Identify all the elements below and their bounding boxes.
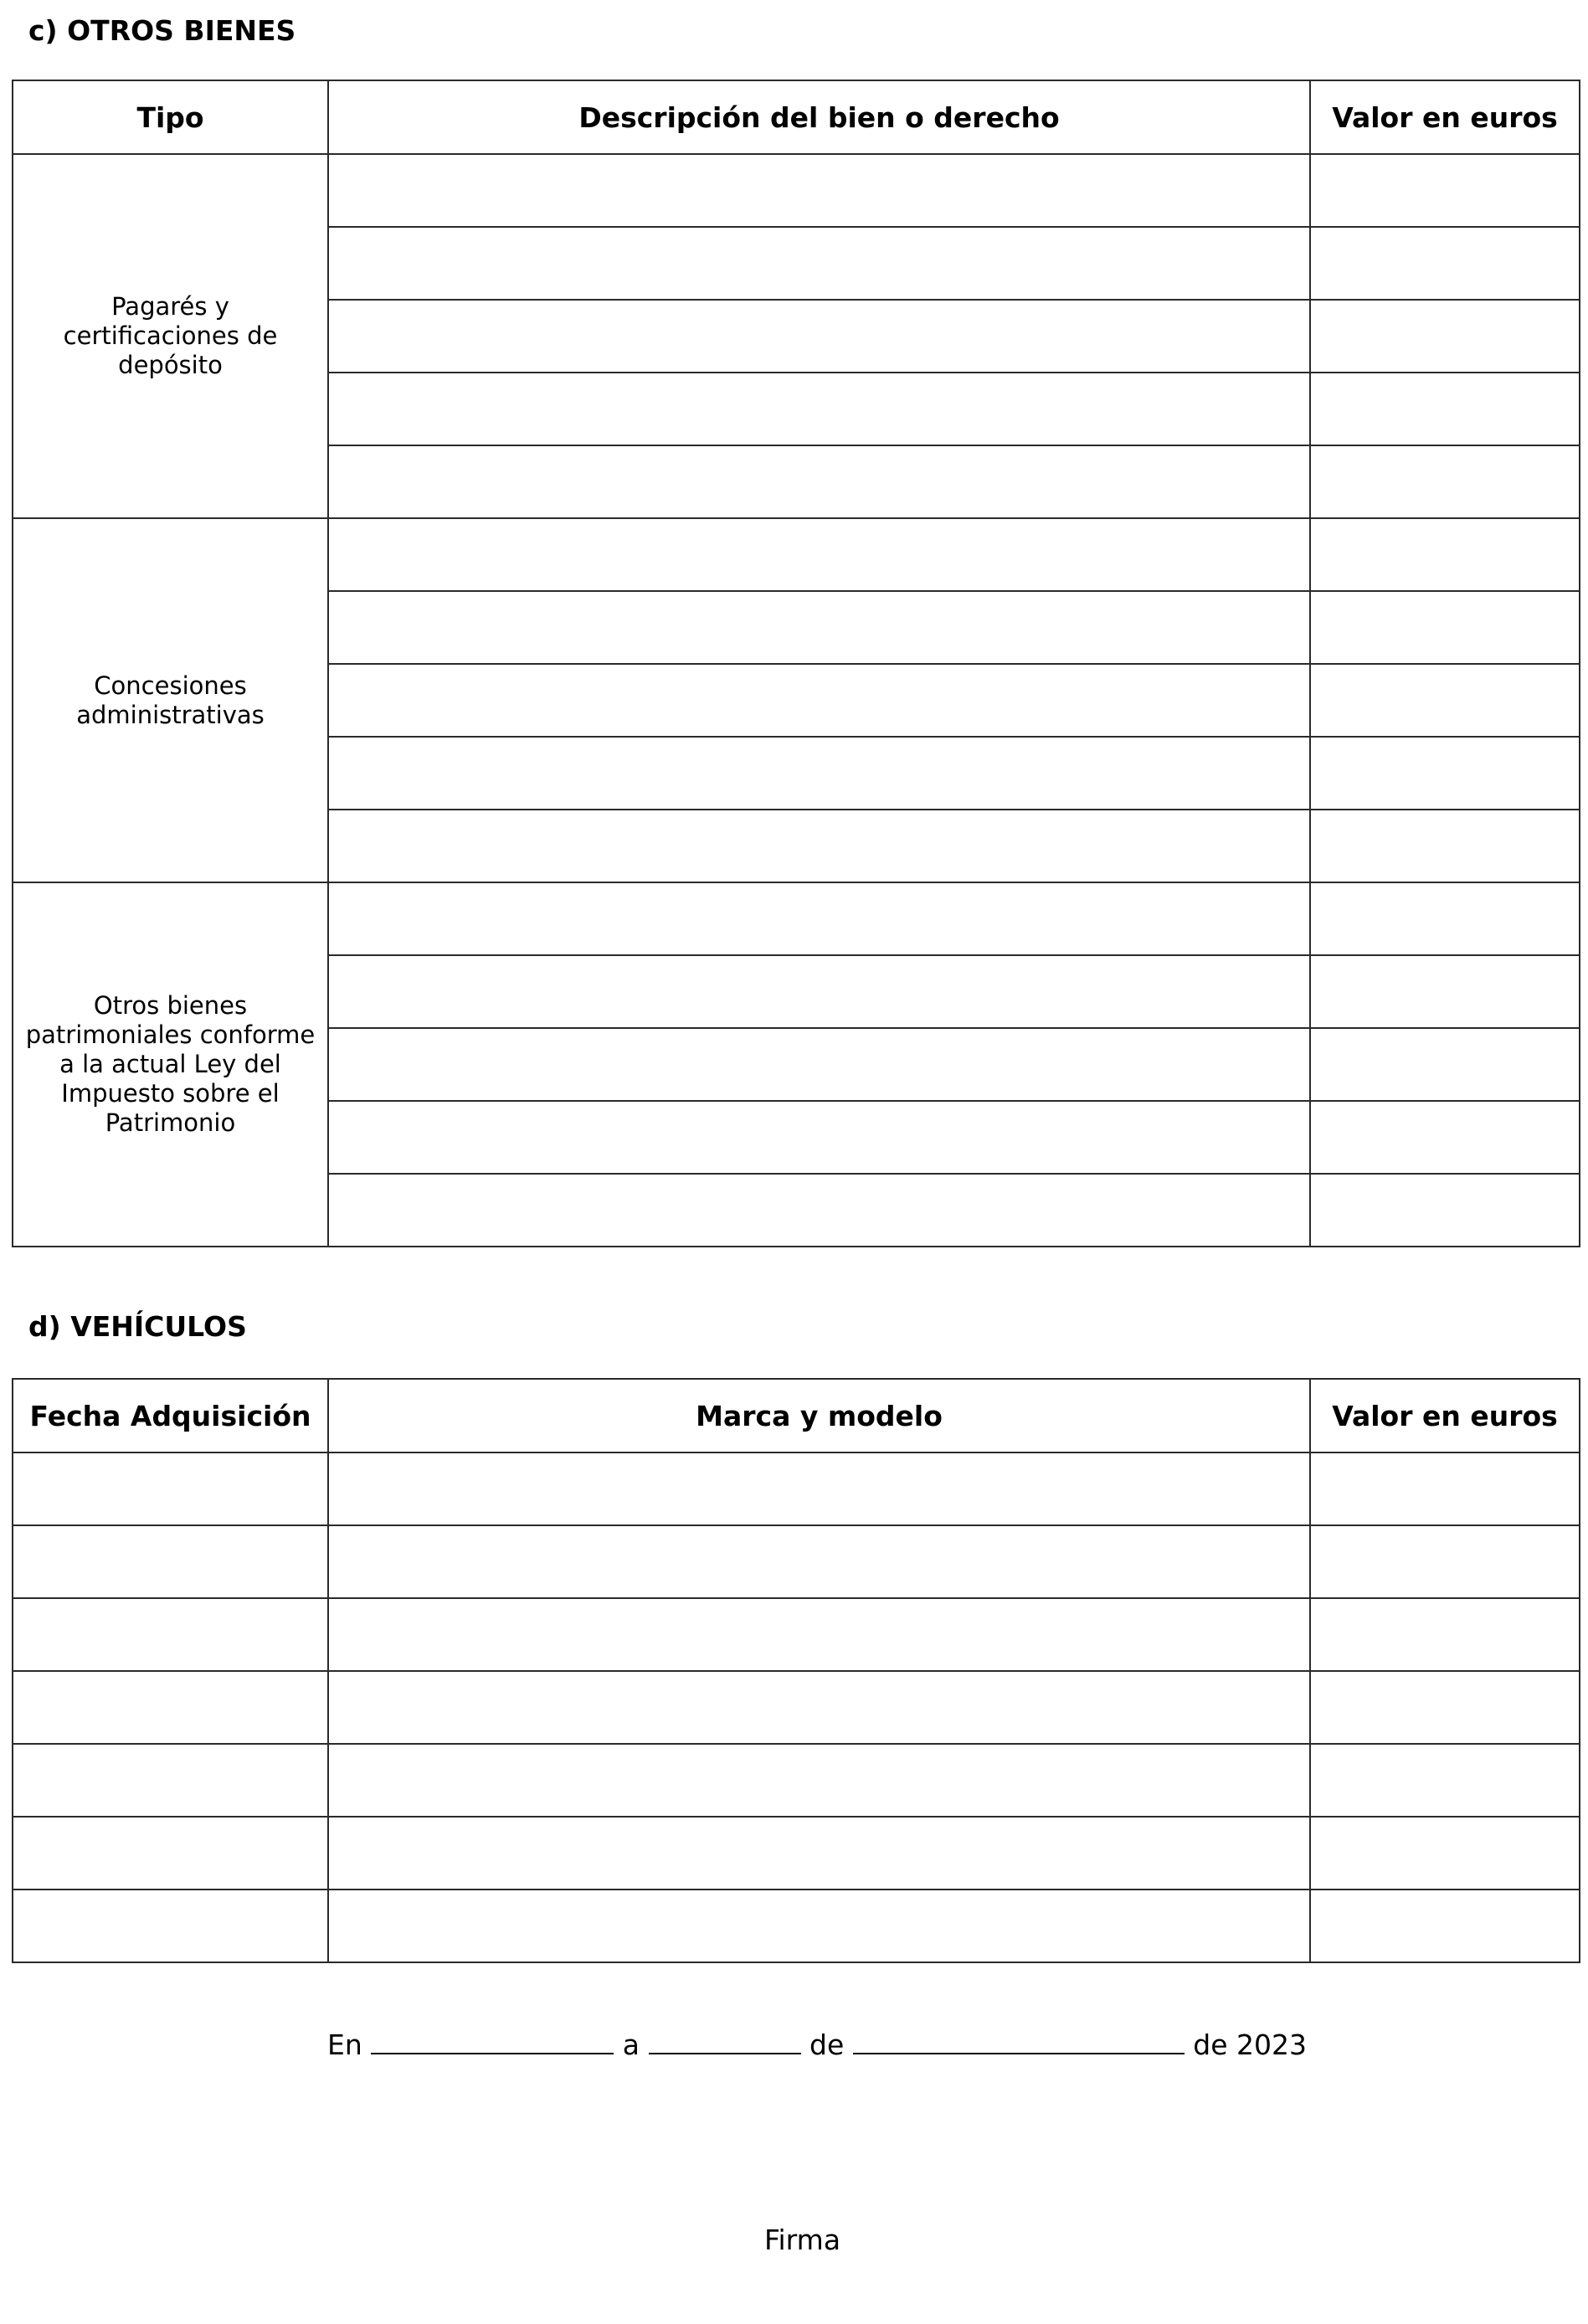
valor-cell[interactable]	[1310, 445, 1580, 518]
table-row	[13, 1452, 1580, 1525]
a-label: a	[622, 2028, 640, 2061]
firma-label: Firma	[763, 2224, 841, 2256]
header-fecha: Fecha Adquisición	[13, 1379, 328, 1452]
valor-vehiculo-cell[interactable]	[1310, 1598, 1580, 1671]
header-valor: Valor en euros	[1310, 80, 1580, 154]
otros-bienes-table	[12, 80, 1580, 1247]
valor-cell[interactable]	[1310, 1028, 1580, 1101]
valor-vehiculo-cell[interactable]	[1310, 1817, 1580, 1890]
fecha-cell[interactable]	[13, 1452, 328, 1525]
table-row	[13, 882, 1580, 955]
marca-cell[interactable]	[328, 1671, 1310, 1744]
de-label: de	[809, 2028, 845, 2061]
month-blank[interactable]	[853, 2026, 1185, 2054]
valor-vehiculo-cell[interactable]	[1310, 1744, 1580, 1817]
valor-cell[interactable]	[1310, 882, 1580, 955]
fecha-cell[interactable]	[13, 1525, 328, 1598]
descripcion-cell[interactable]	[328, 1101, 1310, 1174]
table-row	[13, 1744, 1580, 1817]
valor-cell[interactable]	[1310, 300, 1580, 373]
header-marca: Marca y modelo	[328, 1379, 1310, 1452]
valor-vehiculo-cell[interactable]	[1310, 1525, 1580, 1598]
valor-cell[interactable]	[1310, 518, 1580, 591]
tipo-group-label: Otros bienes patrimoniales conforme a la actual Ley del Impuesto sobre el Patrimonio	[13, 882, 328, 1247]
fecha-cell[interactable]	[13, 1671, 328, 1744]
valor-cell[interactable]	[1310, 373, 1580, 445]
header-descripcion: Descripción del bien o derecho	[328, 80, 1310, 154]
descripcion-cell[interactable]	[328, 1028, 1310, 1101]
year-label: de 2023	[1193, 2028, 1307, 2061]
tipo-group-label: Concesiones administrativas	[13, 518, 328, 882]
table-row	[13, 1890, 1580, 1962]
descripcion-cell[interactable]	[328, 955, 1310, 1028]
table-row	[13, 1817, 1580, 1890]
marca-cell[interactable]	[328, 1598, 1310, 1671]
otros-bienes-header-row	[13, 80, 1580, 154]
place-blank[interactable]	[371, 2026, 614, 2054]
fecha-cell[interactable]	[13, 1817, 328, 1890]
table-row	[13, 518, 1580, 591]
descripcion-cell[interactable]	[328, 518, 1310, 591]
marca-cell[interactable]	[328, 1452, 1310, 1525]
valor-cell[interactable]	[1310, 810, 1580, 882]
vehiculos-table	[12, 1378, 1580, 1963]
marca-cell[interactable]	[328, 1744, 1310, 1817]
day-blank[interactable]	[649, 2026, 801, 2054]
fecha-cell[interactable]	[13, 1598, 328, 1671]
valor-cell[interactable]	[1310, 955, 1580, 1028]
vehiculos-header-row	[13, 1379, 1580, 1452]
descripcion-cell[interactable]	[328, 154, 1310, 227]
descripcion-cell[interactable]	[328, 373, 1310, 445]
table-row	[13, 1525, 1580, 1598]
table-row	[13, 1598, 1580, 1671]
descripcion-cell[interactable]	[328, 1174, 1310, 1247]
valor-vehiculo-cell[interactable]	[1310, 1452, 1580, 1525]
descripcion-cell[interactable]	[328, 227, 1310, 300]
descripcion-cell[interactable]	[328, 810, 1310, 882]
tipo-group-label: Pagarés y certificaciones de depósito	[13, 154, 328, 518]
table-row	[13, 1671, 1580, 1744]
header-valor-vehiculo: Valor en euros	[1310, 1379, 1580, 1452]
descripcion-cell[interactable]	[328, 737, 1310, 810]
descripcion-cell[interactable]	[328, 445, 1310, 518]
header-tipo: Tipo	[13, 80, 328, 154]
fecha-cell[interactable]	[13, 1744, 328, 1817]
descripcion-cell[interactable]	[328, 591, 1310, 664]
en-label: En	[327, 2028, 362, 2061]
valor-cell[interactable]	[1310, 1174, 1580, 1247]
date-place-line	[327, 2026, 1307, 2062]
valor-cell[interactable]	[1310, 664, 1580, 737]
marca-cell[interactable]	[328, 1890, 1310, 1962]
otros-bienes-title: c) OTROS BIENES	[28, 14, 296, 47]
descripcion-cell[interactable]	[328, 882, 1310, 955]
descripcion-cell[interactable]	[328, 664, 1310, 737]
valor-cell[interactable]	[1310, 737, 1580, 810]
descripcion-cell[interactable]	[328, 300, 1310, 373]
marca-cell[interactable]	[328, 1817, 1310, 1890]
fecha-cell[interactable]	[13, 1890, 328, 1962]
valor-vehiculo-cell[interactable]	[1310, 1890, 1580, 1962]
valor-vehiculo-cell[interactable]	[1310, 1671, 1580, 1744]
marca-cell[interactable]	[328, 1525, 1310, 1598]
valor-cell[interactable]	[1310, 1101, 1580, 1174]
valor-cell[interactable]	[1310, 227, 1580, 300]
table-row	[13, 154, 1580, 227]
valor-cell[interactable]	[1310, 154, 1580, 227]
vehiculos-title: d) VEHÍCULOS	[28, 1310, 247, 1343]
valor-cell[interactable]	[1310, 591, 1580, 664]
